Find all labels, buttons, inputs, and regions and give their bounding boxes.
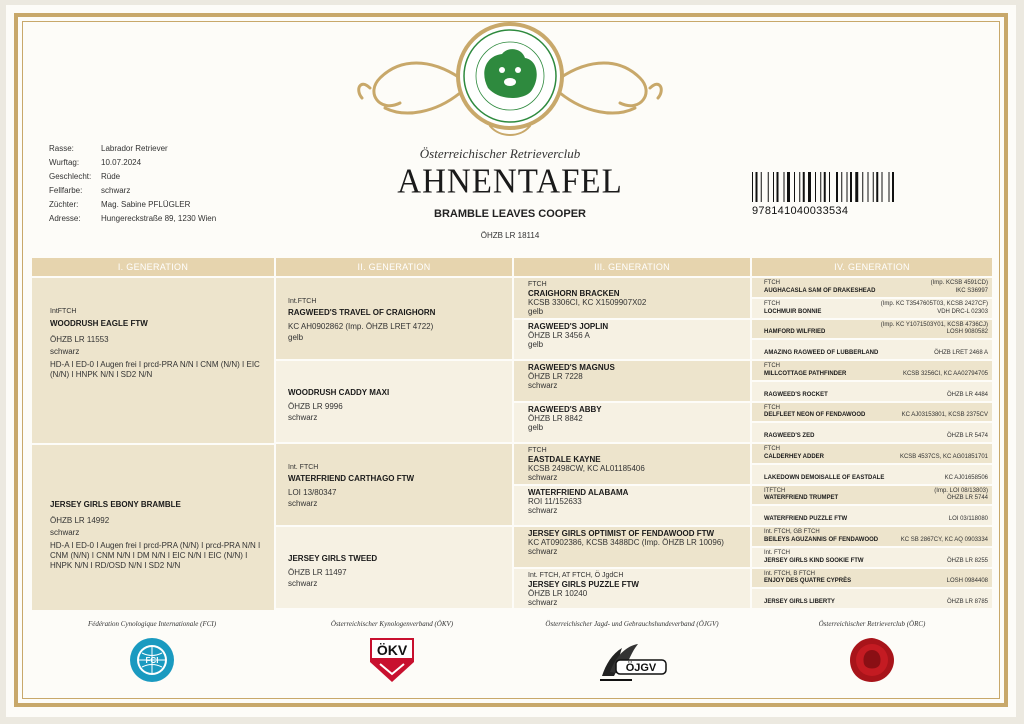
info-label: Fellfarbe: bbox=[49, 186, 83, 195]
gen4-ancestor bbox=[752, 320, 992, 339]
barcode-bar bbox=[768, 172, 769, 202]
generation-header-4: IV. GENERATION bbox=[752, 258, 992, 276]
gen3-ancestor bbox=[514, 361, 750, 401]
info-row bbox=[49, 156, 216, 170]
ancestor-title: Int. FTCH, AT FTCH, Ö JgdCH bbox=[528, 571, 624, 579]
info-value: Hungereckstraße 89, 1230 Wien bbox=[101, 214, 217, 223]
ancestor-reg-imp: (Imp. LOI 08/13803) bbox=[934, 487, 988, 494]
barcode-bar bbox=[836, 172, 838, 202]
gen4-ancestor bbox=[752, 548, 992, 567]
ancestor-reg: LOI 13/80347 bbox=[288, 488, 337, 497]
gen4-ancestor bbox=[752, 340, 992, 359]
ancestor-name: RAGWEED'S TRAVEL OF CRAIGHORN bbox=[288, 308, 436, 317]
ancestor-name: MILLCOTTAGE PATHFINDER bbox=[764, 370, 847, 377]
ancestor-reg: ROI 11/152633 bbox=[528, 496, 582, 506]
ancestor-name: WATERFRIEND CARTHAGO FTW bbox=[288, 474, 415, 483]
gen4-ancestor bbox=[752, 486, 992, 505]
info-row bbox=[49, 170, 216, 184]
dog-name: BRAMBLE LEAVES COOPER bbox=[434, 208, 586, 220]
gen4-ancestor bbox=[752, 382, 992, 401]
club-crest-emblem bbox=[350, 18, 670, 140]
ancestor-name: HAMFORD WILFRIED bbox=[764, 329, 826, 336]
ancestor-reg: ÖHZB LR 7228 bbox=[528, 372, 583, 381]
ancestor-name: LOCHMUIR BONNIE bbox=[764, 308, 822, 315]
ancestor-reg: ÖHZB LR 9996 bbox=[288, 402, 343, 411]
barcode-bar bbox=[889, 172, 890, 202]
info-label: Wurftag: bbox=[49, 158, 80, 167]
ancestor-title: FTCH bbox=[764, 404, 780, 411]
org-fci bbox=[32, 620, 272, 684]
gen4-ancestor bbox=[752, 423, 992, 442]
ancestor-color: gelb bbox=[528, 422, 544, 432]
ancestor-reg: ÖHZB LR 8255 bbox=[946, 557, 988, 564]
ancestor-reg: KC AJ01658506 bbox=[944, 474, 988, 481]
ancestor-title: FTCH bbox=[764, 300, 780, 307]
gen2-ancestor bbox=[276, 527, 512, 608]
ancestor-health: HD-A I ED-0 I Augen frei I prcd-PRA N/N I CNM (N/N) I EIC (N/N) I HNPK N/N I SD2 N/N bbox=[50, 360, 260, 379]
pedigree-table bbox=[32, 258, 992, 608]
gen1-ancestor bbox=[32, 445, 274, 610]
ancestor-color: schwarz bbox=[528, 547, 558, 556]
gen4-ancestor bbox=[752, 589, 992, 608]
ancestor-title: Int.FTCH bbox=[288, 298, 317, 305]
barcode-bar bbox=[756, 172, 758, 202]
ancestor-name: AUGHACASLA SAM OF DRAKESHEAD bbox=[764, 287, 876, 294]
ancestor-color: gelb bbox=[528, 307, 544, 316]
barcode-bar bbox=[803, 172, 805, 202]
barcode-bar bbox=[847, 172, 848, 202]
barcode-bar bbox=[841, 172, 842, 202]
gen4-ancestor bbox=[752, 506, 992, 525]
ancestor-reg: VDH DRC-L 02303 bbox=[937, 308, 988, 315]
info-label: Züchter: bbox=[49, 200, 79, 209]
ojgv-logo-text: ÖJGV bbox=[625, 662, 657, 674]
info-label: Rasse: bbox=[49, 144, 74, 153]
barcode-bar bbox=[787, 172, 790, 202]
ancestor-reg-imp: (Imp. KCSB 4591CD) bbox=[930, 280, 988, 286]
ancestor-name: LAKEDOWN DEMOISALLE OF EASTDALE bbox=[764, 474, 885, 481]
ojgv-logo-icon bbox=[592, 636, 672, 684]
gen4-ancestor bbox=[752, 403, 992, 422]
ancestor-reg: ÖHZB LR 14992 bbox=[50, 516, 110, 525]
ancestor-reg: ÖHZB LR 5474 bbox=[946, 433, 988, 439]
ancestor-name: WOODRUSH CADDY MAXI bbox=[288, 388, 390, 397]
okv-logo-icon bbox=[366, 636, 418, 684]
ancestor-title: FTCH bbox=[764, 446, 780, 452]
barcode-bar bbox=[777, 172, 779, 202]
barcode-bar bbox=[868, 172, 869, 202]
org-orc bbox=[752, 620, 992, 684]
ancestor-title: Int. FTCH, B FTCH bbox=[764, 570, 815, 577]
barcode-bar bbox=[892, 172, 894, 202]
org-okv bbox=[272, 620, 512, 684]
ancestor-name: WATERFRIEND PUZZLE FTW bbox=[764, 516, 848, 522]
generation-header-1: I. GENERATION bbox=[32, 258, 274, 276]
ancestor-name: JERSEY GIRLS KIND SOOKIE FTW bbox=[764, 557, 864, 564]
dog-info-block bbox=[49, 142, 216, 226]
ancestor-title: ITFTCH bbox=[764, 487, 786, 494]
ancestor-name: ENJOY DES QUATRE CYPRÈS bbox=[764, 578, 852, 585]
ancestor-reg: ÖHZB LR 10240 bbox=[528, 588, 588, 598]
ancestor-reg: ÖHZB LR 11497 bbox=[288, 568, 347, 577]
gen2-ancestor bbox=[276, 278, 512, 359]
gen4-ancestor bbox=[752, 278, 992, 297]
barcode bbox=[752, 172, 910, 202]
gen4-ancestor bbox=[752, 299, 992, 318]
ancestor-reg: ÖHZB LR 5744 bbox=[946, 495, 988, 502]
ancestor-reg: LOSH 9080582 bbox=[946, 329, 988, 336]
barcode-bar bbox=[784, 172, 785, 202]
ancestor-name: WOODRUSH EAGLE FTW bbox=[50, 319, 148, 328]
info-row bbox=[49, 142, 216, 156]
barcode-bar bbox=[850, 172, 852, 202]
org-ojgv bbox=[512, 620, 752, 684]
ancestor-reg: ÖHZB LR 8785 bbox=[946, 599, 988, 605]
ancestor-reg: KC AJ03153801, KCSB 2375CV bbox=[901, 412, 988, 419]
fci-logo-text: FCI bbox=[145, 656, 159, 665]
ancestor-color: schwarz bbox=[528, 597, 558, 607]
ancestor-color: gelb bbox=[288, 333, 304, 342]
gen4-ancestor bbox=[752, 361, 992, 380]
ancestor-name: JERSEY GIRLS LIBERTY bbox=[764, 599, 835, 605]
ancestor-title: FTCH bbox=[528, 281, 547, 288]
ancestor-reg: ÖHZB LR 8842 bbox=[528, 413, 583, 423]
barcode-bar bbox=[824, 172, 826, 202]
ancestor-color: schwarz bbox=[288, 579, 318, 588]
ancestor-reg: KCSB 4537CS, KC AG01851701 bbox=[899, 453, 988, 460]
gen1-ancestor bbox=[32, 278, 274, 443]
ancestor-reg: ÖHZB LR 11553 bbox=[50, 335, 109, 344]
gen2-ancestor bbox=[276, 361, 512, 442]
okv-logo-text: ÖKV bbox=[376, 642, 408, 658]
ancestor-name: BEILEYS AGUZANNIS OF FENDAWOOD bbox=[764, 536, 879, 543]
barcode-bar bbox=[761, 172, 762, 202]
ancestor-name: WATERFRIEND ALABAMA bbox=[528, 487, 629, 497]
ancestor-health: HD-A I ED-0 I Augen frei I prcd-PRA (N/N) I prcd-PRA N/N I CNM (N/N) I CNM N/N I DM N/N I EIC N/N I EIC (N/N) I HNPK N/N I RD/OSD N/N I SD2 N/N bbox=[50, 541, 261, 570]
ancestor-name: RAGWEED'S MAGNUS bbox=[528, 363, 615, 372]
ancestor-name: DELFLEET NEON OF FENDAWOOD bbox=[764, 412, 866, 419]
ancestor-color: schwarz bbox=[288, 413, 318, 422]
barcode-bar bbox=[815, 172, 816, 202]
ancestor-color: gelb bbox=[528, 339, 544, 349]
ancestor-title: IntFTCH bbox=[50, 308, 77, 315]
ancestor-name: EASTDALE KAYNE bbox=[528, 455, 601, 464]
info-value: Rüde bbox=[101, 172, 121, 181]
ancestor-name: AMAZING RAGWEED OF LUBBERLAND bbox=[764, 350, 879, 356]
ancestor-color: schwarz bbox=[50, 347, 80, 356]
gen3-ancestor bbox=[514, 320, 750, 360]
ancestor-reg: IKC S36997 bbox=[955, 287, 988, 294]
ancestor-name: RAGWEED'S JOPLIN bbox=[528, 321, 609, 331]
ancestor-name: JERSEY GIRLS TWEED bbox=[288, 554, 378, 563]
club-name: Österreichischer Retrieverclub bbox=[419, 146, 581, 161]
barcode-bar bbox=[752, 172, 753, 202]
org-name: Fédération Cynologique Internationale (FCI) bbox=[87, 620, 217, 628]
ancestor-color: schwarz bbox=[528, 505, 558, 515]
page-title: AHNENTAFEL bbox=[397, 163, 623, 201]
barcode-bar bbox=[808, 172, 811, 202]
gen3-ancestor bbox=[514, 486, 750, 526]
ancestor-title: FTCH bbox=[764, 363, 780, 369]
ancestor-name: JERSEY GIRLS OPTIMIST OF FENDAWOOD FTW bbox=[528, 529, 715, 538]
ancestor-name: WATERFRIEND TRUMPET bbox=[764, 495, 839, 502]
ancestor-reg: ÖHZB LR 3456 A bbox=[528, 330, 590, 340]
gen3-ancestor bbox=[514, 527, 750, 567]
gen2-ancestor bbox=[276, 444, 512, 525]
info-value: schwarz bbox=[101, 186, 131, 195]
ancestor-reg: KC AH0902862 (Imp. ÖHZB LRET 4722) bbox=[288, 322, 434, 331]
ancestor-reg-imp: (Imp. KC Y1071503Y01, KCSB 4736CJ) bbox=[880, 321, 988, 328]
gen4-ancestor bbox=[752, 569, 992, 588]
ancestor-reg: ÖHZB LRET 2468 A bbox=[934, 350, 988, 356]
ancestor-color: schwarz bbox=[528, 381, 558, 390]
ancestor-name: RAGWEED'S ROCKET bbox=[764, 391, 828, 398]
ancestor-reg: LOI 03/118080 bbox=[948, 516, 988, 522]
ancestor-name: CALDERHEY ADDER bbox=[764, 453, 825, 460]
barcode-bar bbox=[794, 172, 795, 202]
ancestor-name: JERSEY GIRLS EBONY BRAMBLE bbox=[50, 500, 181, 509]
ancestor-reg: KCSB 2498CW, KC AL01185406 bbox=[528, 464, 645, 473]
dog-registration: ÖHZB LR 18114 bbox=[480, 231, 540, 240]
generation-header-3: III. GENERATION bbox=[514, 258, 750, 276]
barcode-number: 978141040033534 bbox=[752, 205, 849, 217]
ancestor-name: RAGWEED'S ABBY bbox=[528, 404, 602, 414]
gen3-ancestor bbox=[514, 403, 750, 443]
org-name: Österreichischer Retrieverclub (ÖRC) bbox=[818, 620, 926, 628]
barcode-bar bbox=[855, 172, 858, 202]
info-label: Geschlecht: bbox=[49, 172, 92, 181]
ancestor-reg: LOSH 0984408 bbox=[946, 578, 988, 585]
ancestor-reg: ÖHZB LR 4484 bbox=[946, 391, 988, 398]
ancestor-color: schwarz bbox=[50, 528, 80, 537]
ancestor-reg: KCSB 3256CI, KC AA02794705 bbox=[902, 370, 988, 377]
gen3-ancestor bbox=[514, 444, 750, 484]
generation-header-2: II. GENERATION bbox=[276, 258, 512, 276]
info-row bbox=[49, 212, 216, 226]
ancestor-name: RAGWEED'S ZED bbox=[764, 433, 815, 439]
ancestor-title: FTCH bbox=[764, 280, 780, 286]
barcode-bar bbox=[820, 172, 821, 202]
org-name: Österreichischer Kynologenverband (ÖKV) bbox=[330, 620, 454, 628]
barcode-bar bbox=[882, 172, 883, 202]
ancestor-title: FTCH bbox=[528, 447, 547, 454]
ancestor-name: JERSEY GIRLS PUZZLE FTW bbox=[528, 579, 639, 589]
organizations-footer bbox=[32, 620, 992, 700]
ancestor-reg: KC AT0902386, KCSB 3488DC (Imp. ÖHZB LR 10096) bbox=[528, 538, 724, 547]
gen3-ancestor bbox=[514, 569, 750, 609]
gen3-ancestor bbox=[514, 278, 750, 318]
gen4-ancestor bbox=[752, 444, 992, 463]
ancestor-reg-imp: (Imp. KC T3547605T03, KCSB 2427CF) bbox=[880, 300, 988, 307]
ancestor-reg: KCSB 3306CI, KC X1509907X02 bbox=[528, 298, 647, 307]
barcode-bar bbox=[829, 172, 830, 202]
info-value: Labrador Retriever bbox=[101, 144, 168, 153]
info-label: Adresse: bbox=[49, 214, 81, 223]
ancestor-color: schwarz bbox=[528, 473, 558, 482]
ancestor-title: Int. FTCH bbox=[764, 549, 791, 556]
barcode-bar bbox=[773, 172, 774, 202]
ancestor-name: CRAIGHORN BRACKEN bbox=[528, 289, 620, 298]
barcode-bar bbox=[799, 172, 800, 202]
barcode-bar bbox=[876, 172, 878, 202]
org-name: Österreichischer Jagd- und Gebrauchshundeverband (ÖJGV) bbox=[545, 620, 719, 628]
barcode-bar bbox=[873, 172, 874, 202]
fci-logo-icon bbox=[128, 636, 176, 684]
info-value: 10.07.2024 bbox=[101, 158, 142, 167]
barcode-bar bbox=[862, 172, 863, 202]
ancestor-title: Int. FTCH, GB FTCH bbox=[764, 529, 820, 535]
gen4-ancestor bbox=[752, 527, 992, 546]
info-row bbox=[49, 184, 216, 198]
ancestor-color: schwarz bbox=[288, 499, 318, 508]
ancestor-title: Int. FTCH bbox=[288, 464, 319, 471]
orc-seal-icon bbox=[848, 636, 896, 684]
info-row bbox=[49, 198, 216, 212]
info-value: Mag. Sabine PFLÜGLER bbox=[101, 200, 191, 209]
gen4-ancestor bbox=[752, 465, 992, 484]
ancestor-reg: KC SB 2867CY, KC AQ 0903334 bbox=[900, 536, 988, 543]
